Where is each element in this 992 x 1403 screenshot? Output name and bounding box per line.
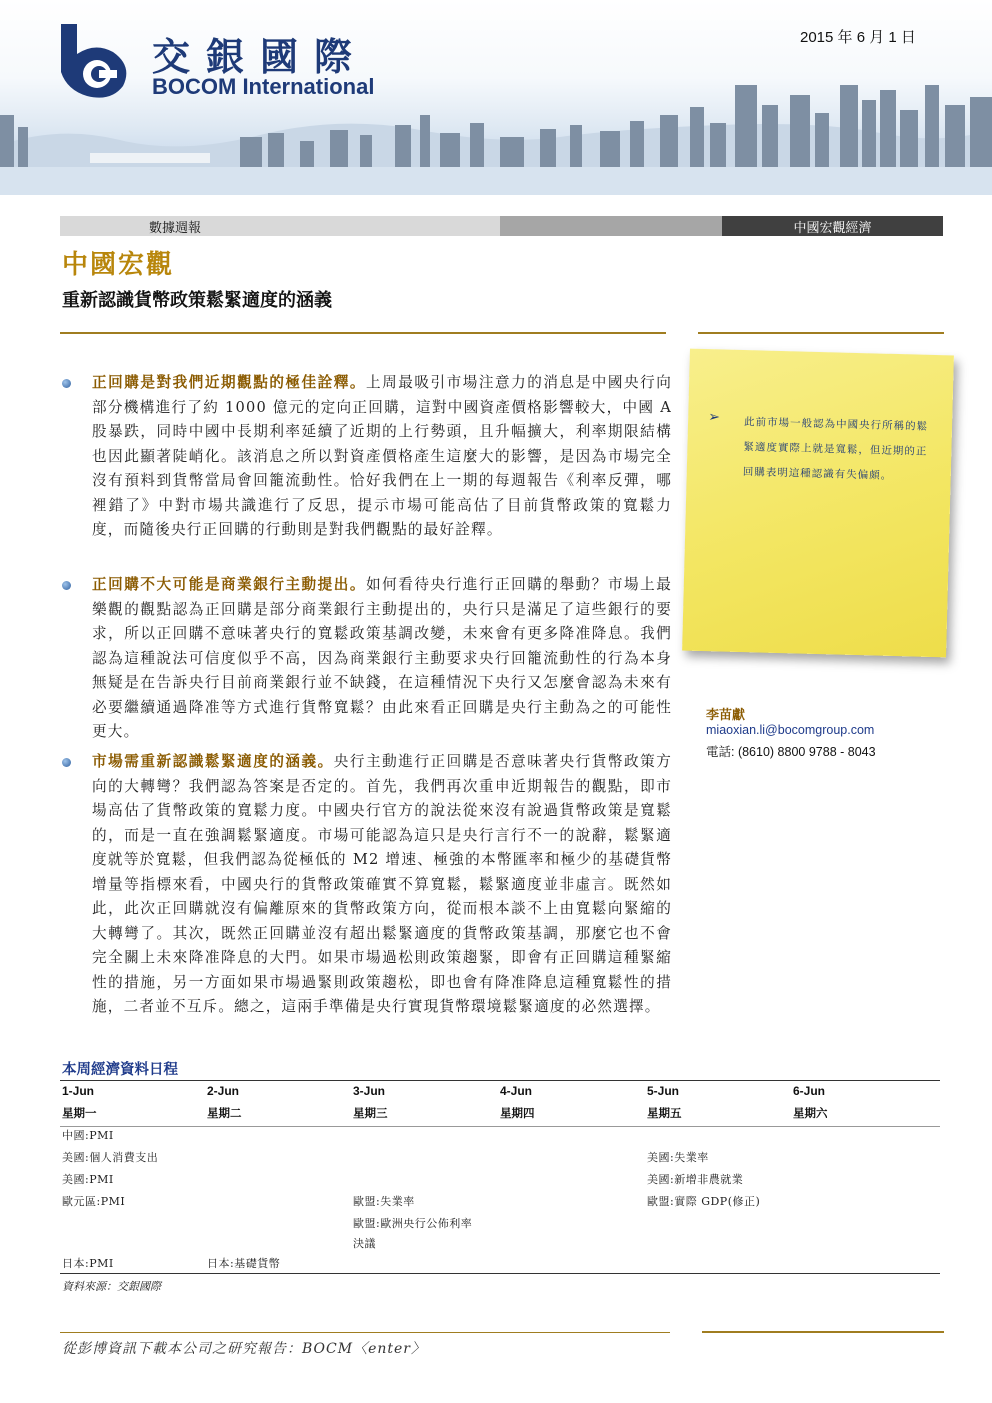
calendar-event: 歐盟:歐洲央行公佈利率: [353, 1217, 473, 1230]
report-date: 2015 年 6 月 1 日: [800, 29, 916, 46]
logo-chinese-name: 交銀國際: [152, 34, 369, 79]
calendar-event: 美國:新增非農就業: [647, 1173, 744, 1186]
calendar-weekday: 星期五: [647, 1106, 682, 1120]
bullet-text: [92, 371, 672, 543]
hong-kong-skyline-image: [0, 85, 992, 195]
bullet-body: 央行主動進行正回購是否意味著央行貨幣政策方向的大轉彎？我們認為答案是否定的。首先，我們再次重申近期報告的觀點，即市場高估了貨幣政策的寬鬆力度。中國央行官方的說法從來沒有說過貨幣政策是寬鬆的，而是一直在強調鬆緊適度。市場可能認為這只是央行言行不一的說辭，鬆緊適度就等於寬鬆，但我們認為從極低的 M2 增速、極強的本幣匯率和極少的基礎貨幣增量等指標來看，中國央行的貨幣政策確實不算寬鬆，鬆緊適度並非虛言。既然如此，此次正回購就沒有偏離原來的貨幣政策方向，從而根本談不上由寬鬆向緊縮的大轉彎了。其次，既然正回購並沒有超出鬆緊適度的貨幣政策基調，那麼它也不會完全關上未來降准降息的大門。如果市場過松則政策趨緊，即會有正回購這種緊縮性的措施，另一方面如果市場過緊則政策趨松，即也會有降准降息這種寬鬆性的措施，二者並不互斥。總之，這兩手準備是央行實現貨幣環境鬆緊適度的必然選擇。: [92, 753, 672, 1015]
bullet-paragraph: [62, 371, 672, 543]
page-subtitle: 重新認識貨幣政策鬆緊適度的涵義: [62, 290, 332, 311]
bullet-icon: [62, 758, 71, 767]
calendar-weekday: 星期二: [207, 1106, 242, 1120]
calendar-header-rule: [60, 1126, 940, 1127]
bullet-paragraph: [62, 750, 672, 1020]
title-divider-right: [698, 332, 944, 334]
calendar-date: 5-Jun: [647, 1084, 680, 1098]
calendar-top-rule: [60, 1080, 940, 1081]
sticky-note: [682, 349, 954, 658]
calendar-event: 美國:個人消費支出: [62, 1151, 159, 1164]
calendar-weekday: 星期三: [353, 1106, 388, 1120]
bullet-body: 如何看待央行進行正回購的舉動？市場上最樂觀的觀點認為正回購是部分商業銀行主動提出的，央行只是滿足了這些銀行的要求，所以正回購不意味著央行的寬鬆政策基調改變，未來會有更多降准降息。我們認為這種說法可信度似乎不高，因為商業銀行主動要求央行回籠流動性的行為本身無疑是在告訴央行目前商業銀行並不缺錢，在這種情況下央行又怎麼會認為未來有必要繼續通過降准等方式進行貨幣寬鬆？由此來看正回購是央行主動為之的可能性更大。: [92, 576, 672, 740]
calendar-event: 歐元區:PMI: [62, 1195, 126, 1208]
bullet-lead: 正回購是對我們近期觀點的極佳詮釋。: [92, 374, 367, 391]
calendar-event: 中國:PMI: [62, 1129, 114, 1142]
calendar-event: 日本:基礎貨幣: [207, 1257, 281, 1270]
bullet-text: [92, 573, 672, 745]
calendar-event: 決議: [353, 1237, 376, 1250]
report-type-label: 數據週報: [148, 221, 201, 236]
calendar-date: 6-Jun: [793, 1084, 826, 1098]
bullet-lead: 正回購不大可能是商業銀行主動提出。: [92, 576, 367, 593]
header-banner: [0, 0, 992, 195]
calendar-event: 美國:PMI: [62, 1173, 114, 1186]
footer-bloomberg-note: 從彭博資訊下載本公司之研究報告：BOCM〈enter〉: [62, 1341, 426, 1357]
calendar-date: 2-Jun: [207, 1084, 240, 1098]
bullet-text: [92, 750, 672, 1020]
calendar-title: 本周經濟資料日程: [62, 1061, 178, 1078]
calendar-event: 美國:失業率: [647, 1151, 709, 1164]
calendar-event: 歐盟:實際 GDP(修正): [647, 1195, 761, 1208]
bullet-body: 上周最吸引市場注意力的消息是中國央行向部分機構進行了約 1000 億元的定向正回購，這對中國資產價格影響較大，中國 A 股暴跌，同時中國中長期利率延續了近期的上行勢頭，且升幅擴大，利率期限結構也因此顯著陡峭化。該消息之所以對資產價格產生這麼大的影響，是因為市場完全沒有預料到貨幣當局會回籠流動性。恰好我們在上一期的每週報告《利率反彈，哪裡錯了》中對市場共識進行了反思，提示市場可能高估了目前貨幣政策的寬鬆力度，而隨後央行正回購的行動則是對我們觀點的最好詮釋。: [92, 374, 672, 538]
footer-rule-left: [60, 1332, 670, 1333]
analyst-phone: 電話: (8610) 8800 9788 - 8043: [706, 745, 876, 759]
bullet-lead: 市場需重新認識鬆緊適度的涵義。: [92, 753, 334, 770]
bullet-icon: [62, 581, 71, 590]
analyst-name: 李苗獻: [706, 708, 746, 723]
calendar-weekday: 星期六: [793, 1106, 828, 1120]
calendar-event: 日本:PMI: [62, 1257, 114, 1270]
report-category-label: 中國宏觀經濟: [793, 221, 872, 236]
bocom-logo-icon: [55, 24, 135, 98]
title-divider-left: [60, 332, 666, 334]
calendar-bottom-rule: [60, 1273, 940, 1274]
calendar-source-note: 資料來源：交銀國際: [62, 1280, 161, 1293]
bullet-icon: [62, 379, 71, 388]
calendar-date: 4-Jun: [500, 1084, 533, 1098]
section-bar-mid: [500, 216, 722, 236]
calendar-date: 1-Jun: [62, 1084, 95, 1098]
logo-english-name: BOCOM International: [152, 74, 375, 99]
calendar-weekday: 星期四: [500, 1106, 535, 1120]
calendar-event: 歐盟:失業率: [353, 1195, 415, 1208]
page-title: 中國宏觀: [62, 250, 175, 280]
footer-rule-right: [702, 1331, 944, 1333]
arrow-bullet-icon: ➢: [708, 409, 721, 426]
bullet-paragraph: [62, 573, 672, 745]
analyst-email-link[interactable]: miaoxian.li@bocomgroup.com: [706, 723, 875, 737]
calendar-date: 3-Jun: [353, 1084, 386, 1098]
sticky-note-text: 此前市場一般認為中國央行所稱的鬆緊適度實際上就是寬鬆，但近期的正回購表明這種認識有失偏頗。: [742, 416, 929, 482]
calendar-weekday: 星期一: [62, 1106, 97, 1120]
